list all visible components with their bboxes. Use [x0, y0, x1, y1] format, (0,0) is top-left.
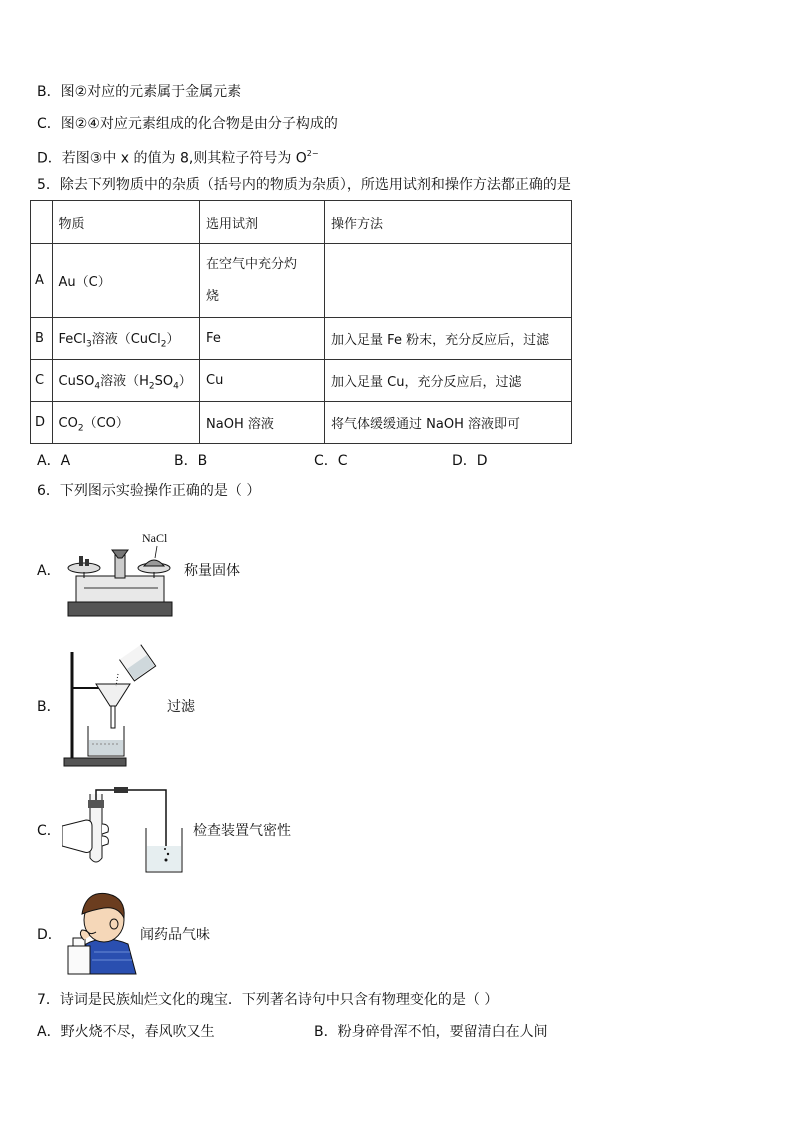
nacl-label: NaCl: [142, 531, 168, 545]
q4-option-d-superscript: 2−: [306, 149, 319, 158]
row-operation: 加入足量 Fe 粉末，充分反应后，过滤: [325, 318, 572, 360]
formula-subscript: 2: [160, 339, 167, 350]
formula-subscript: 2: [148, 381, 155, 392]
formula-subscript: 2: [77, 423, 84, 434]
formula-part: CO: [58, 415, 78, 431]
table-row: [31, 318, 572, 360]
row-substance: [52, 402, 200, 444]
formula-part: ）: [166, 331, 180, 347]
q5-stem: 5．除去下列物质中的杂质（括号内的物质为杂质），所选用试剂和操作方法都正确的是: [37, 177, 571, 193]
table-corner-cell: [31, 201, 53, 244]
formula-part: （CO）: [83, 415, 129, 431]
row-reagent: Fe: [200, 318, 325, 360]
formula-part: SO: [154, 373, 174, 389]
q4-option-d: [37, 145, 319, 169]
q4-option-b: B．图②对应的元素属于金属元素: [37, 84, 242, 100]
table-header-row: [31, 201, 572, 244]
row-letter: C: [31, 360, 53, 402]
formula-part: CuSO: [58, 373, 95, 389]
formula-part: ）: [178, 373, 192, 389]
formula-subscript: 4: [94, 381, 101, 392]
q4-option-d-text: D．若图③中 x 的值为 8,则其粒子符号为 O: [37, 150, 307, 167]
formula-part: 溶液（H: [100, 373, 149, 389]
q6-option-d-caption: 闻药品气味: [140, 927, 210, 943]
row-substance: [52, 360, 200, 402]
row-letter: A: [31, 244, 53, 318]
q5-table: [30, 200, 572, 444]
formula-part: FeCl: [58, 331, 86, 347]
q6-stem: 6．下列图示实验操作正确的是（ ）: [37, 483, 261, 499]
q6-option-c-letter: C．: [37, 823, 61, 839]
q6-option-b-letter: B．: [37, 699, 61, 715]
row-reagent: [200, 244, 325, 318]
q7-stem: 7．诗词是民族灿烂文化的瑰宝．下列著名诗句中只含有物理变化的是（ ）: [37, 992, 499, 1008]
q4-option-c: C．图②④对应元素组成的化合物是由分子构成的: [37, 116, 338, 132]
table-row: [31, 244, 572, 318]
row-operation: [325, 244, 572, 318]
header-substance: 物质: [52, 201, 200, 244]
row-substance: [52, 318, 200, 360]
q5-choice-a: A．A: [37, 453, 71, 469]
q6-option-a-caption: 称量固体: [184, 563, 240, 579]
table-row: [31, 360, 572, 402]
row-reagent-line2: 烧: [206, 288, 220, 304]
q5-choices: [37, 450, 597, 470]
formula-subscript: 3: [85, 339, 92, 350]
q6-option-a-letter: A．: [37, 563, 61, 579]
header-reagent: 选用试剂: [200, 201, 325, 244]
row-operation: 加入足量 Cu，充分反应后，过滤: [325, 360, 572, 402]
q5-choice-b: B．B: [174, 453, 208, 469]
formula-subscript: 4: [173, 381, 179, 392]
q5-choice-d: D．D: [452, 453, 488, 469]
balance-scale-icon: [62, 528, 184, 622]
row-letter: D: [31, 402, 53, 444]
row-operation: 将气体缓缓通过 NaOH 溶液即可: [325, 402, 572, 444]
q6-option-b-caption: 过滤: [167, 699, 195, 715]
airtightness-check-icon: [62, 786, 188, 878]
q7-option-b: B．粉身碎骨浑不怕，要留清白在人间: [314, 1024, 548, 1040]
row-reagent: Cu: [200, 360, 325, 402]
row-substance: Au（C）: [52, 244, 200, 318]
row-letter: B: [31, 318, 53, 360]
smelling-reagent-icon: [64, 884, 140, 976]
row-reagent-line1: 在空气中充分灼: [206, 256, 298, 272]
q7-option-a: A．野火烧不尽，春风吹又生: [37, 1024, 215, 1040]
filtration-apparatus-icon: [62, 640, 162, 770]
header-operation: 操作方法: [325, 201, 572, 244]
table-row: [31, 402, 572, 444]
q6-option-c-caption: 检查装置气密性: [193, 823, 291, 839]
row-reagent: NaOH 溶液: [200, 402, 325, 444]
q6-option-d-letter: D．: [37, 927, 62, 943]
formula-part: 溶液（CuCl: [91, 331, 161, 347]
q5-choice-c: C．C: [314, 453, 348, 469]
